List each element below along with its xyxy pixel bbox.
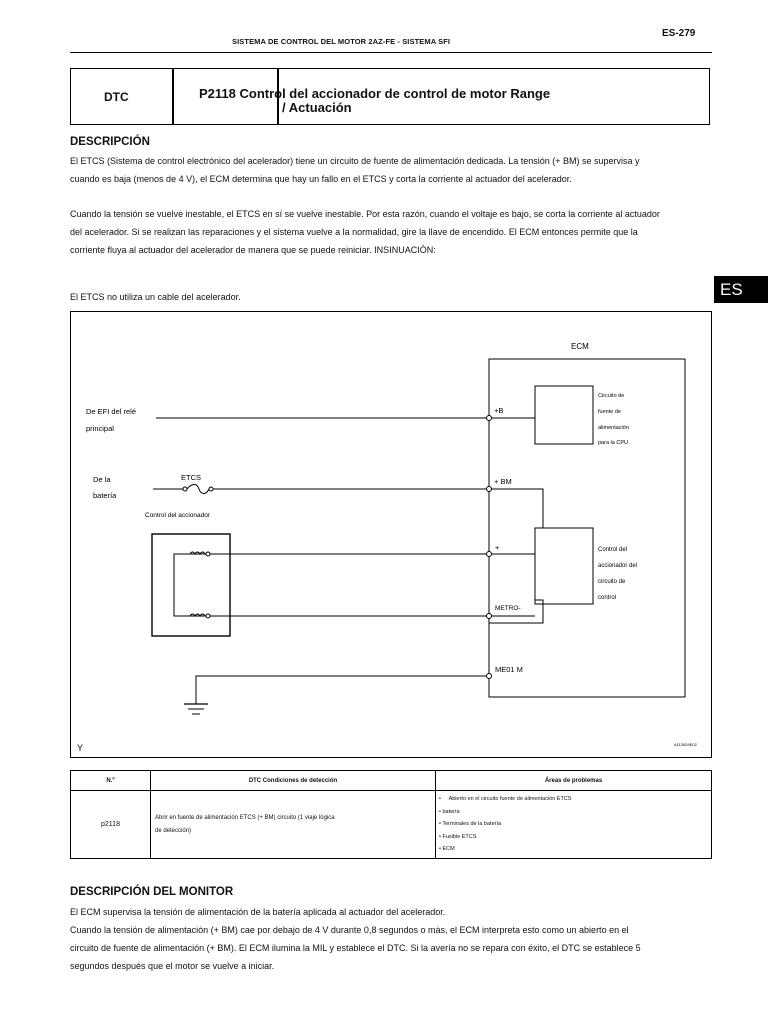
wire-ground xyxy=(196,676,487,704)
dtc-code-cell: p2118 xyxy=(71,791,151,859)
terminal-plus xyxy=(487,552,492,557)
corner-mark: Y xyxy=(77,743,84,753)
actuator-terminal xyxy=(206,552,210,556)
column-header: DTC Condiciones de detección xyxy=(151,771,436,791)
column-header: N.º xyxy=(71,771,151,791)
condition-line: Abrir en fuente de alimentación ETCS (+ BM) circuito (1 viaje lógica xyxy=(155,814,335,821)
text-line: El ECM supervisa la tensión de alimentación de la batería aplicada al actuador del acelerador. xyxy=(70,907,446,917)
dtc-label: DTC xyxy=(104,90,129,104)
monitor-paragraph xyxy=(70,903,641,975)
fuse-terminal xyxy=(183,487,187,491)
list-item: • Fusible ETCS xyxy=(439,833,477,840)
description-paragraph-2 xyxy=(70,205,660,259)
text-line: corriente fluya al actuador del acelerador de manera que se puede reiniciar. INSINUACIÓN: xyxy=(70,245,436,255)
description-heading: DESCRIPCIÓN xyxy=(70,136,150,148)
efi-relay-label: De EFI del relé xyxy=(86,407,137,416)
header-rule xyxy=(70,52,712,53)
description-paragraph-1 xyxy=(70,152,640,188)
pin-label-bm: + BM xyxy=(494,477,512,486)
description-paragraph-3: El ETCS no utiliza un cable del acelerador. xyxy=(70,292,241,302)
actuator-label: Control del accionador xyxy=(145,512,211,519)
text-line: Cuando la tensión se vuelve inestable, el ETCS en sí se vuelve inestable. Por esta razón, cuando el voltaje es bajo, se corta la corriente al actuador xyxy=(70,209,660,219)
condition-line: de detección) xyxy=(155,827,192,834)
header-title: SISTEMA DE CONTROL DEL MOTOR 2AZ-FE - SISTEMA SFI xyxy=(232,37,451,46)
wiring-diagram xyxy=(70,311,712,758)
list-item: • Abierto en el circuito fuente de alimentación ETCS xyxy=(439,796,572,803)
fuse-terminal xyxy=(209,487,213,491)
terminal-bm xyxy=(487,487,492,492)
actuator-control-box xyxy=(535,528,593,604)
text-line: El ETCS (Sistema de control electrónico del acelerador) tiene un circuito de fuente de alimentación dedicada. La tensión (+ BM) se supervisa y xyxy=(70,156,640,166)
text-line: segundos después que el motor se vuelve a iniciar. xyxy=(70,961,275,971)
actuator-terminal xyxy=(206,614,210,618)
actuator-box xyxy=(152,534,230,636)
cpu-power-box-label: Circuito de fuente de alimentación para la CPU xyxy=(598,393,629,446)
etcs-fuse-label: ETCS xyxy=(181,473,202,482)
dtc-code-title: P2118 Control del accionador de control de motor Range xyxy=(199,86,551,101)
text-line: cuando es baja (menos de 4 V), el ECM determina que hay un fallo en el ETCS y corta la corriente al actuador del acelerador. xyxy=(70,174,572,184)
pin-label-metro: METRO- xyxy=(495,605,521,612)
wiring-diagram-svg xyxy=(71,312,713,759)
table-header-row xyxy=(71,771,712,791)
list-item: • Terminales de la batería xyxy=(439,821,502,828)
wire-actuator-coil xyxy=(174,554,206,616)
column-header: Áreas de problemas xyxy=(436,771,712,791)
list-item: • ECM xyxy=(439,846,455,853)
list-item: • batería xyxy=(439,808,460,815)
figure-code: A112629E02 xyxy=(674,742,697,747)
section-tab: ES xyxy=(714,276,768,303)
text-line: circuito de fuente de alimentación (+ BM). El ECM ilumina la MIL y establece el DTC. Si la avería no se repara con éxito, el DTC se establece 5 xyxy=(70,943,641,953)
monitor-heading: DESCRIPCIÓN DEL MONITOR xyxy=(70,886,234,898)
text-line: Cuando la tensión de alimentación (+ BM) cae por debajo de 4 V durante 0,8 segundos o más, el ECM interpreta esto como un abierto en el xyxy=(70,925,629,935)
trouble-areas-cell xyxy=(436,791,712,859)
ecm-label: ECM xyxy=(571,342,589,351)
dtc-table xyxy=(70,770,712,859)
fuse-icon xyxy=(187,485,209,494)
battery-label: De la xyxy=(93,475,111,484)
terminal-me01 xyxy=(487,674,492,679)
terminal-metro xyxy=(487,614,492,619)
wire-bm-internal xyxy=(491,489,543,528)
page-number: ES-279 xyxy=(662,28,696,39)
pin-label-me01: ME01 M xyxy=(495,665,523,674)
cpu-power-box xyxy=(535,386,593,444)
dtc-code-title-cont: / Actuación xyxy=(282,100,352,115)
pin-label-b: +B xyxy=(494,406,504,415)
text-line: del acelerador. Si se realizan las reparaciones y el sistema vuelve a la normalidad, gire la llave de encendido. El ECM entonces permite que la xyxy=(70,227,638,237)
page-header xyxy=(0,0,768,56)
dtc-box-divider xyxy=(172,68,174,125)
detection-condition-cell xyxy=(151,791,436,859)
actuator-control-box-label: Control del accionador del circuito de control xyxy=(598,547,638,601)
table-row xyxy=(71,791,712,859)
terminal-b xyxy=(487,416,492,421)
efi-relay-label-cont: principal xyxy=(86,424,114,433)
battery-label-cont: batería xyxy=(93,491,117,500)
pin-label-plus: + xyxy=(495,543,500,552)
